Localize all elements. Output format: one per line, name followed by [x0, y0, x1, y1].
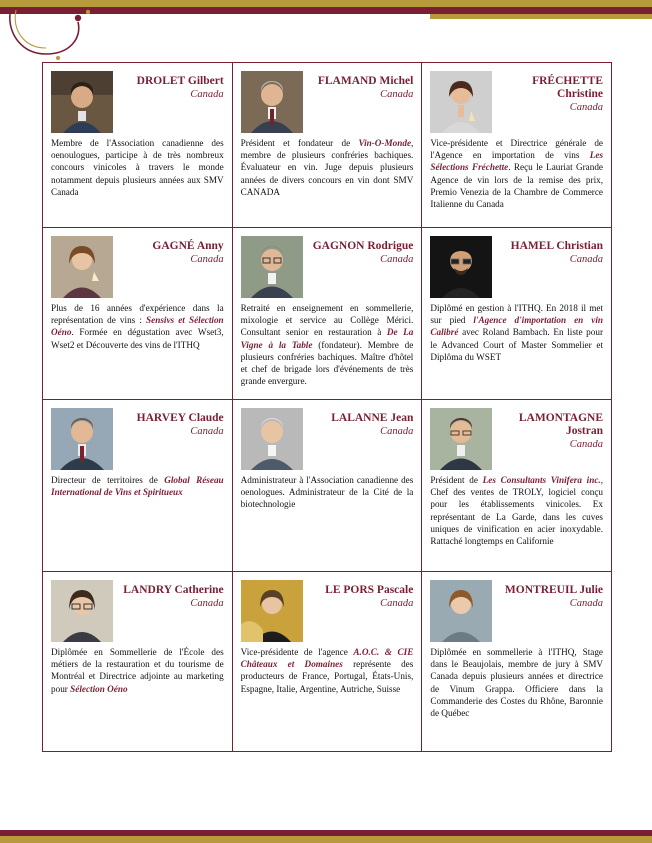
judge-name-block [498, 71, 603, 114]
judge-card [233, 228, 423, 400]
portrait-lalanne-jean [241, 408, 303, 470]
judges-row [43, 572, 612, 752]
judge-header [430, 71, 603, 133]
judge-bio: Retraité en enseignement en sommellerie, mixologie et service au Collège Mérici. Consultant senior en restauration à De La Vigne à la Table (fondateur). Membre de plusieurs confréries bachiques. Maître d'hôtel et chef de brigade lors d'événements de très grande envergure. [240, 303, 414, 387]
portrait-gagne-anny [51, 236, 113, 298]
judge-header [241, 408, 414, 470]
judge-name-block [498, 580, 603, 610]
judges-grid [42, 62, 612, 752]
judge-bio: Vice-présidente de l'agence A.O.C. & CIE Châteaux et Domaines représente des producteurs de France, Portugal, États-Unis, Espagne, Italie, Argentine, Autriche, Suisse [240, 647, 414, 694]
judge-header [430, 580, 603, 642]
portrait-hamel-christian [430, 236, 492, 298]
judge-header [241, 236, 414, 298]
portrait-montreuil-julie [430, 580, 492, 642]
judge-header [51, 236, 224, 298]
judge-bio: Vice-présidente et Directrice générale de l'Agence en importation de vins Les Sélections Fréchette. Reçu le Lauriat Grande Agence de vin lors de la remise des prix, Premio Venezia de la Chambre de Commerce Italienne du Canada [430, 138, 604, 210]
judge-card [43, 228, 233, 400]
judge-card [233, 400, 423, 572]
judge-card [43, 572, 233, 752]
judge-header [430, 408, 603, 470]
judge-card [43, 400, 233, 572]
judge-header [51, 71, 224, 133]
judge-name-block [309, 408, 414, 438]
judge-bio: Président et fondateur de Vin-O-Monde, membre de plusieurs confréries bachiques. Évaluateur en vin. Juge depuis plusieurs années de divers concours en vin dont SMV CANADA [240, 138, 414, 197]
judge-name: LAMONTAGNE Jostran [518, 412, 604, 437]
judge-name-block [119, 580, 224, 610]
judge-name: FLAMAND Michel [317, 75, 414, 87]
judge-country: Canada [569, 102, 604, 113]
judge-country: Canada [569, 439, 604, 450]
judge-name: LALANNE Jean [331, 412, 414, 424]
wine-glass-swirl-icon [6, 8, 116, 64]
judge-name-block [119, 71, 224, 101]
portrait-gagnon-rodrigue [241, 236, 303, 298]
judge-bio: Diplômé en gestion à l'ITHQ. En 2018 il met sur pied l'Agence d'importation en vin Calibré avec Roland Bambach. En liste pour le Advanced Court of Master Sommelier et Diplôma du WSET [430, 303, 604, 362]
judge-bio: Plus de 16 années d'expérience dans la représentation de vins : Sensivs et Sélection Oéno. Formée en dégustation avec Wset3, Wset2 et Découverte des vins de l'ITHQ [51, 303, 224, 350]
judge-country: Canada [569, 254, 604, 265]
judge-name: GAGNON Rodrigue [312, 240, 414, 252]
judge-header [241, 580, 414, 642]
judge-country: Canada [190, 89, 224, 100]
judge-name-block [309, 580, 414, 610]
portrait-le-pors-pascale [241, 580, 303, 642]
judge-name-block [119, 408, 224, 438]
judge-header [430, 236, 603, 298]
top-gold-rule [0, 0, 652, 7]
judge-card [422, 228, 612, 400]
judge-bio: Directeur de territoires de Global Réseau International de Vins et Spiritueux [51, 475, 224, 498]
judge-bio: Administrateur à l'Association canadienne des oenologues. Administrateur de la Cité de la biotechnologie [240, 475, 414, 510]
judge-country: Canada [190, 254, 224, 265]
judge-header [241, 71, 414, 133]
judge-name-block [498, 236, 603, 266]
judge-card [422, 572, 612, 752]
portrait-harvey-claude [51, 408, 113, 470]
judge-bio: Membre de l'Association canadienne des oenoulogues, participe à de très nombreux concours vinicoles à travers le monde notamment depuis plusieurs années aux SMV Canada [51, 138, 224, 197]
judges-row [43, 400, 612, 572]
judge-country: Canada [380, 598, 414, 609]
judge-country: Canada [190, 598, 224, 609]
judge-name-block [309, 236, 414, 266]
judge-name: HARVEY Claude [136, 412, 224, 424]
judge-bio: Diplômée en Sommellerie de l'École des métiers de la restauration et du tourisme de Montréal et Directrice adjointe au marketing pour Sélection Oéno [51, 647, 224, 694]
judge-name: LE PORS Pascale [325, 584, 414, 596]
portrait-landry-catherine [51, 580, 113, 642]
judge-card [422, 400, 612, 572]
portrait-frechette-christine [430, 71, 492, 133]
judge-header [51, 408, 224, 470]
judge-bio: Diplômée en sommellerie à l'ITHQ, Stage dans le Beaujolais, membre de jury à SMV Canada depuis plusieurs années et directrice de Vinum Grappa. Officiere dans la Commanderie des Costes du Rhône, Baronnie de Québec [430, 647, 604, 719]
judge-name: DROLET Gilbert [136, 75, 224, 87]
judge-country: Canada [380, 89, 414, 100]
judge-bio: Président de Les Consultants Vinifera inc., Chef des ventes de TROLY, logiciel conçu pour les établissements vinicoles. Ex représentant de La Garde, dans les cuves uniques de vinification en acier inoxydable. Rattaché longtemps en Californie [430, 475, 604, 547]
judge-country: Canada [380, 254, 414, 265]
bottom-gold-rule [0, 836, 652, 843]
judge-card [233, 63, 423, 228]
judge-country: Canada [380, 426, 414, 437]
judge-card [43, 63, 233, 228]
judge-name: HAMEL Christian [510, 240, 604, 252]
portrait-drolet-gilbert [51, 71, 113, 133]
judge-name: FRÉCHETTE Christine [532, 75, 604, 100]
judge-name: MONTREUIL Julie [504, 584, 604, 596]
judge-name: GAGNÉ Anny [152, 240, 224, 252]
judge-name-block [119, 236, 224, 266]
judges-row [43, 63, 612, 228]
judge-country: Canada [569, 598, 604, 609]
judges-row [43, 228, 612, 400]
portrait-flamand-michel [241, 71, 303, 133]
top-right-gold-rule [430, 14, 652, 19]
judge-name: LANDRY Catherine [123, 584, 224, 596]
judge-country: Canada [190, 426, 224, 437]
judge-name-block [309, 71, 414, 101]
judge-name-block [498, 408, 603, 451]
judge-card [233, 572, 423, 752]
portrait-lamontagne-jostran [430, 408, 492, 470]
judge-header [51, 580, 224, 642]
judge-card [422, 63, 612, 228]
